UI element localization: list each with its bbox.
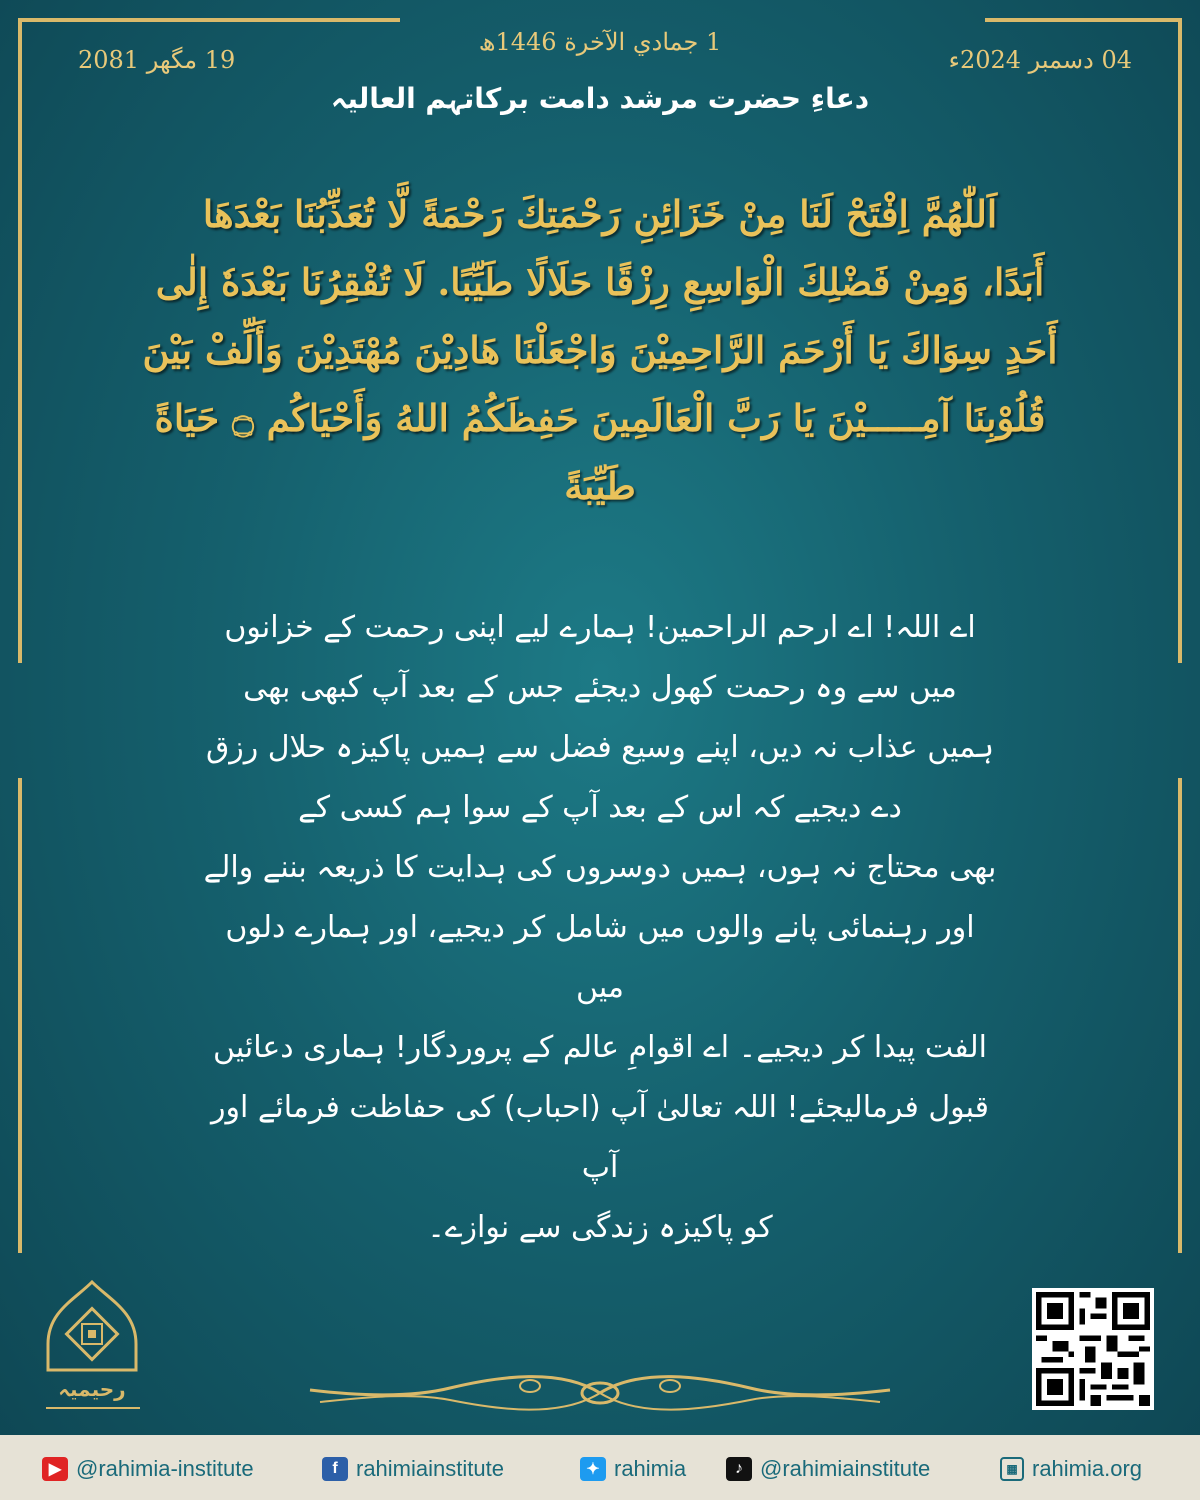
website-label: rahimia.org: [1032, 1456, 1143, 1481]
frame-right-lower: [1178, 778, 1182, 1253]
facebook-label: rahimiainstitute: [356, 1456, 504, 1481]
qr-code-icon: [1036, 1292, 1150, 1406]
twitter-icon: ✦: [580, 1457, 606, 1481]
twitter-link[interactable]: [580, 1456, 686, 1482]
bikrami-date: 19 مگھر 2081: [78, 46, 236, 74]
logo-text: رحیمیہ: [58, 1377, 126, 1401]
rahimia-logo-icon: [40, 1278, 145, 1418]
frame-top-right: [985, 18, 1178, 22]
urdu-line: اے اللہ! اے ارحم الراحمین! ہمارے لیے اپنی رحمت کے خزانوں: [224, 610, 976, 645]
youtube-icon: ▶: [42, 1457, 68, 1481]
web-icon: ▦: [1000, 1457, 1024, 1481]
arabic-line: أَحَدٍ سِوَاكَ يَا أَرْحَمَ الرَّاحِمِيْنَ وَاجْعَلْنَا هَادِيْنَ مُهْتَدِيْنَ وَأَلِّفْ بَيْنَ: [142, 328, 1058, 372]
tiktok-link[interactable]: [726, 1456, 930, 1482]
frame-left-lower: [18, 778, 22, 1253]
tiktok-icon: ♪: [726, 1457, 752, 1481]
urdu-line: کو پاکیزہ زندگی سے نوازے۔: [427, 1210, 773, 1245]
urdu-line: اور رہنمائی پانے والوں میں شامل کر دیجیے، اور ہمارے دلوں میں: [225, 910, 975, 1005]
gregorian-date: 04 دسمبر 2024ء: [948, 46, 1132, 74]
arabic-line: اَللّٰهُمَّ اِفْتَحْ لَنَا مِنْ خَزَائِنِ رَحْمَتِكَ رَحْمَةً لَّا تُعَذِّبُنَا بَعْدَهَا: [202, 192, 998, 236]
urdu-line: بھی محتاج نہ ہوں، ہمیں دوسروں کی ہدایت کا ذریعہ بننے والے: [203, 850, 997, 885]
urdu-line: دے دیجیے کہ اس کے بعد آپ کے سوا ہم کسی کے: [298, 790, 902, 825]
qr-code[interactable]: [1032, 1288, 1154, 1410]
frame-top-left: [22, 18, 400, 22]
facebook-link[interactable]: [322, 1456, 504, 1482]
arabic-line: أَبَدًا، وَمِنْ فَضْلِكَ الْوَاسِعِ رِزْقًا حَلَالًا طَيِّبًا. لَا تُفْقِرُنَا بَعْدَهٗ إِلٰى: [155, 260, 1045, 304]
youtube-link[interactable]: [42, 1456, 254, 1482]
urdu-line: قبول فرمالیجئے! اللہ تعالیٰ آپ (احباب) کی حفاظت فرمائے اور آپ: [210, 1090, 990, 1185]
arabic-dua: [110, 180, 1090, 520]
hijri-date: 1 جمادي الآخرة 1446ھ: [478, 28, 722, 56]
urdu-translation: [200, 598, 1000, 1258]
urdu-line: میں سے وہ رحمت کھول دیجئے جس کے بعد آپ کبھی بھی: [243, 670, 957, 705]
urdu-line: الفت پیدا کر دیجیے۔ اے اقوامِ عالم کے پروردگار! ہماری دعائیں: [213, 1030, 987, 1065]
youtube-label: @rahimia-institute: [76, 1456, 254, 1481]
arabic-line: قُلُوْبِنَا آمِـــــيْنَ يَا رَبَّ الْعَالَمِينَ حَفِظَكُمُ اللهُ وَأَحْيَاكُم ۝ حَيَاةً: [154, 396, 1046, 440]
twitter-label: rahimia: [614, 1456, 687, 1481]
facebook-icon: f: [322, 1457, 348, 1481]
arabic-line: طَيِّبَةً: [564, 464, 636, 508]
urdu-line: ہمیں عذاب نہ دیں، اپنے وسیع فضل سے ہمیں پاکیزہ حلال رزق: [205, 730, 995, 765]
tiktok-label: @rahimiainstitute: [760, 1456, 931, 1481]
decorative-ornament-icon: [300, 1368, 900, 1418]
page-title: دعاءِ حضرت مرشد دامت برکاتہم العالیہ: [330, 82, 870, 115]
website-link[interactable]: [1000, 1456, 1142, 1482]
